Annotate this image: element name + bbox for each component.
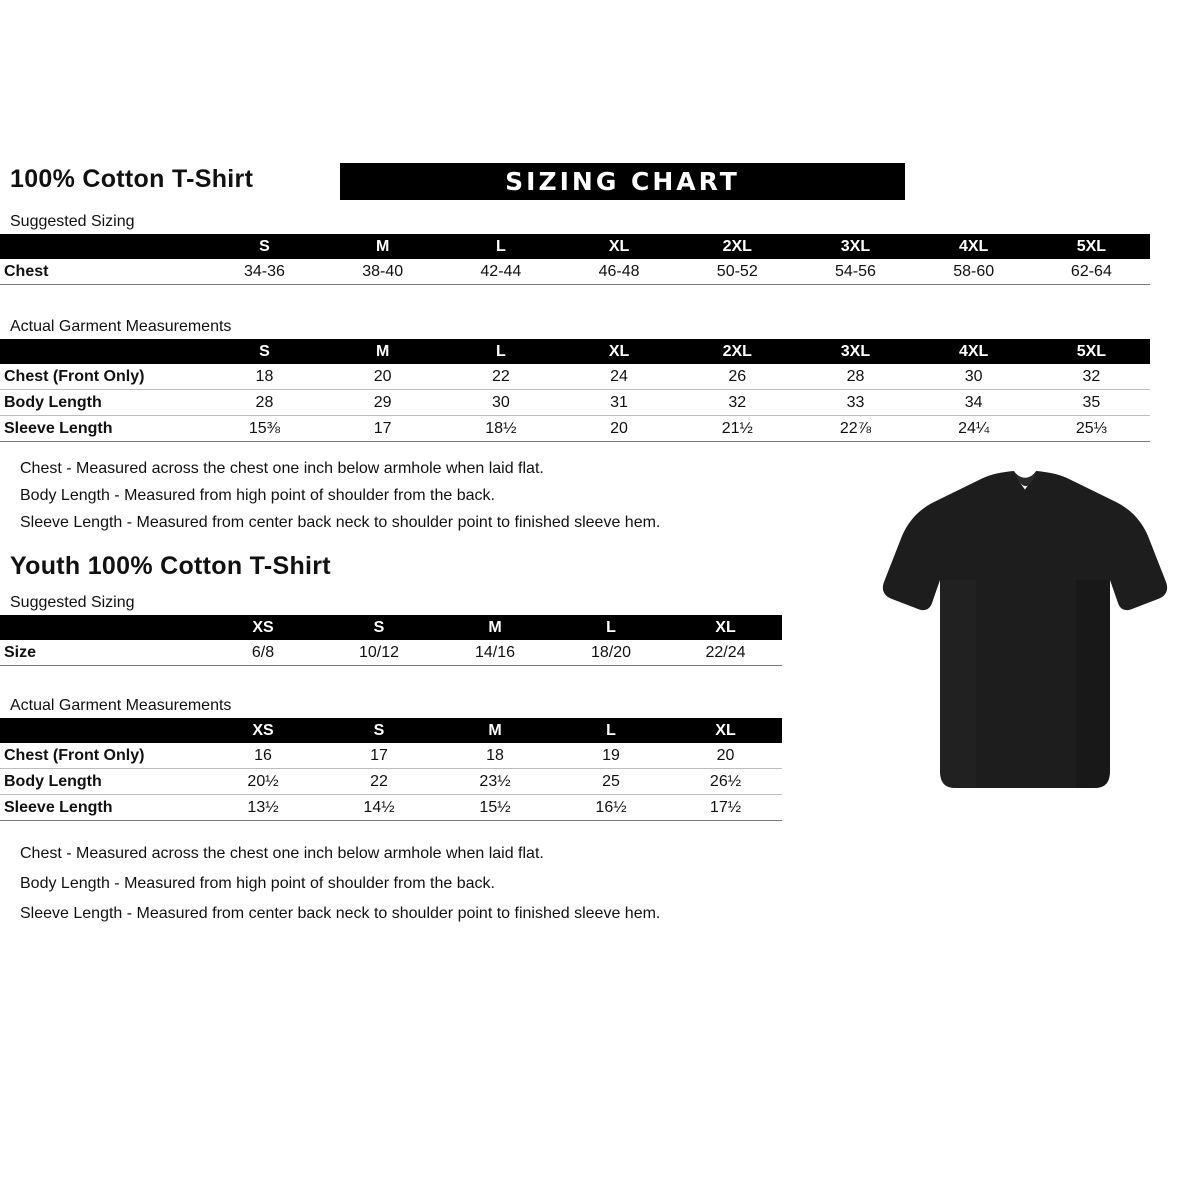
youth-actual-cell-0-3: 19 <box>553 743 669 769</box>
youth-actual-header-cell-5: XL <box>669 718 782 743</box>
youth-actual-header-cell-0 <box>0 718 205 743</box>
adult-suggested-header-row <box>0 234 1150 259</box>
adult-note-body-length: Body Length - Measured from high point of shoulder from the back. <box>20 487 495 504</box>
youth-note-chest: Chest - Measured across the chest one inch below armhole when laid flat. <box>20 845 544 862</box>
adult-actual-cell-1-1: 29 <box>324 390 442 416</box>
adult-actual-header-cell-7: 4XL <box>915 339 1033 364</box>
youth-suggested-header-cell-2: S <box>321 615 437 640</box>
adult-suggested-cell-0-1: 38-40 <box>324 259 442 285</box>
adult-actual-cell-0-7: 32 <box>1033 364 1150 390</box>
adult-actual-measurements-label: Actual Garment Measurements <box>10 318 232 335</box>
youth-actual-cell-1-4: 26½ <box>669 769 782 795</box>
adult-suggested-header-cell-0 <box>0 234 205 259</box>
adult-suggested-cell-0-0: 34-36 <box>205 259 323 285</box>
youth-actual-cell-1-1: 22 <box>321 769 437 795</box>
youth-actual-cell-0-0: 16 <box>205 743 321 769</box>
adult-suggested-cell-0-7: 62-64 <box>1033 259 1150 285</box>
adult-actual-cell-0-0: 18 <box>205 364 323 390</box>
youth-actual-cell-2-3: 16½ <box>553 795 669 821</box>
adult-actual-cell-1-3: 31 <box>560 390 678 416</box>
t-shirt-illustration <box>880 470 1170 810</box>
youth-suggested-sizing-table <box>0 615 782 666</box>
adult-suggested-header-cell-2: M <box>324 234 442 259</box>
youth-actual-measurements-label: Actual Garment Measurements <box>10 697 232 714</box>
youth-suggested-header-cell-5: XL <box>669 615 782 640</box>
youth-suggested-cell-0-1: 10/12 <box>321 640 437 666</box>
table-row <box>0 743 782 769</box>
adult-suggested-header-cell-8: 5XL <box>1033 234 1150 259</box>
adult-actual-cell-0-6: 30 <box>915 364 1033 390</box>
adult-suggested-header-cell-6: 3XL <box>796 234 914 259</box>
adult-suggested-cell-0-2: 42-44 <box>442 259 560 285</box>
adult-actual-cell-2-3: 20 <box>560 416 678 442</box>
youth-actual-row-label: Chest (Front Only) <box>0 743 205 769</box>
adult-actual-header-row <box>0 339 1150 364</box>
adult-actual-cell-0-1: 20 <box>324 364 442 390</box>
adult-actual-cell-1-7: 35 <box>1033 390 1150 416</box>
youth-actual-cell-1-0: 20½ <box>205 769 321 795</box>
youth-actual-cell-0-4: 20 <box>669 743 782 769</box>
youth-actual-header-row <box>0 718 782 743</box>
adult-suggested-header-cell-5: 2XL <box>678 234 796 259</box>
youth-actual-cell-2-4: 17½ <box>669 795 782 821</box>
youth-suggested-row-label: Size <box>0 640 205 666</box>
adult-actual-cell-0-4: 26 <box>678 364 796 390</box>
adult-actual-cell-1-0: 28 <box>205 390 323 416</box>
youth-suggested-cell-0-3: 18/20 <box>553 640 669 666</box>
adult-actual-header-cell-4: XL <box>560 339 678 364</box>
adult-suggested-row-label: Chest <box>0 259 205 285</box>
youth-actual-cell-2-1: 14½ <box>321 795 437 821</box>
adult-actual-cell-2-4: 21½ <box>678 416 796 442</box>
adult-actual-measurements-table <box>0 339 1150 442</box>
youth-suggested-header-row <box>0 615 782 640</box>
adult-actual-cell-2-0: 15⅜ <box>205 416 323 442</box>
youth-section-title: Youth 100% Cotton T-Shirt <box>10 552 331 580</box>
adult-suggested-cell-0-3: 46-48 <box>560 259 678 285</box>
youth-actual-cell-2-2: 15½ <box>437 795 553 821</box>
adult-suggested-sizing-table <box>0 234 1150 285</box>
youth-actual-cell-0-2: 18 <box>437 743 553 769</box>
adult-suggested-cell-0-6: 58-60 <box>915 259 1033 285</box>
adult-actual-cell-2-6: 24¼ <box>915 416 1033 442</box>
adult-actual-cell-2-2: 18½ <box>442 416 560 442</box>
youth-actual-header-cell-1: XS <box>205 718 321 743</box>
adult-actual-row-label: Chest (Front Only) <box>0 364 205 390</box>
sizing-chart-banner <box>340 163 905 200</box>
adult-actual-header-cell-3: L <box>442 339 560 364</box>
adult-actual-header-cell-6: 3XL <box>796 339 914 364</box>
youth-actual-cell-1-3: 25 <box>553 769 669 795</box>
adult-suggested-cell-0-5: 54-56 <box>796 259 914 285</box>
adult-section-title: 100% Cotton T-Shirt <box>10 165 254 193</box>
youth-suggested-header-cell-1: XS <box>205 615 321 640</box>
table-row <box>0 795 782 821</box>
table-row <box>0 640 782 666</box>
sizing-chart-banner-label: SIZING CHART <box>505 167 740 196</box>
adult-actual-cell-0-5: 28 <box>796 364 914 390</box>
adult-note-chest: Chest - Measured across the chest one inch below armhole when laid flat. <box>20 460 544 477</box>
youth-actual-header-cell-2: S <box>321 718 437 743</box>
table-row <box>0 259 1150 285</box>
adult-suggested-header-cell-4: XL <box>560 234 678 259</box>
table-row <box>0 416 1150 442</box>
adult-actual-cell-2-7: 25⅓ <box>1033 416 1150 442</box>
youth-note-sleeve-length: Sleeve Length - Measured from center back neck to shoulder point to finished sleeve hem. <box>20 905 661 922</box>
youth-suggested-cell-0-0: 6/8 <box>205 640 321 666</box>
adult-actual-cell-2-5: 22⅞ <box>796 416 914 442</box>
adult-actual-cell-0-3: 24 <box>560 364 678 390</box>
adult-actual-header-cell-8: 5XL <box>1033 339 1150 364</box>
adult-suggested-header-cell-7: 4XL <box>915 234 1033 259</box>
youth-actual-measurements-table <box>0 718 782 821</box>
youth-actual-header-cell-3: M <box>437 718 553 743</box>
youth-actual-row-label: Sleeve Length <box>0 795 205 821</box>
youth-suggested-cell-0-2: 14/16 <box>437 640 553 666</box>
youth-actual-cell-1-2: 23½ <box>437 769 553 795</box>
adult-actual-cell-1-4: 32 <box>678 390 796 416</box>
adult-note-sleeve-length: Sleeve Length - Measured from center back neck to shoulder point to finished sleeve hem. <box>20 514 661 531</box>
youth-suggested-header-cell-4: L <box>553 615 669 640</box>
adult-actual-header-cell-1: S <box>205 339 323 364</box>
adult-actual-cell-1-5: 33 <box>796 390 914 416</box>
adult-actual-cell-0-2: 22 <box>442 364 560 390</box>
adult-actual-cell-1-2: 30 <box>442 390 560 416</box>
adult-actual-header-cell-0 <box>0 339 205 364</box>
adult-actual-row-label: Sleeve Length <box>0 416 205 442</box>
youth-suggested-header-cell-3: M <box>437 615 553 640</box>
adult-actual-cell-2-1: 17 <box>324 416 442 442</box>
youth-actual-header-cell-4: L <box>553 718 669 743</box>
adult-actual-cell-1-6: 34 <box>915 390 1033 416</box>
youth-note-body-length: Body Length - Measured from high point of shoulder from the back. <box>20 875 495 892</box>
adult-actual-header-cell-2: M <box>324 339 442 364</box>
youth-suggested-header-cell-0 <box>0 615 205 640</box>
youth-actual-row-label: Body Length <box>0 769 205 795</box>
table-row <box>0 364 1150 390</box>
adult-actual-header-cell-5: 2XL <box>678 339 796 364</box>
table-row <box>0 769 782 795</box>
youth-suggested-cell-0-4: 22/24 <box>669 640 782 666</box>
adult-suggested-sizing-label: Suggested Sizing <box>10 213 135 230</box>
adult-suggested-header-cell-3: L <box>442 234 560 259</box>
youth-suggested-sizing-label: Suggested Sizing <box>10 594 135 611</box>
youth-actual-cell-0-1: 17 <box>321 743 437 769</box>
adult-suggested-header-cell-1: S <box>205 234 323 259</box>
youth-actual-cell-2-0: 13½ <box>205 795 321 821</box>
adult-suggested-cell-0-4: 50-52 <box>678 259 796 285</box>
table-row <box>0 390 1150 416</box>
adult-actual-row-label: Body Length <box>0 390 205 416</box>
